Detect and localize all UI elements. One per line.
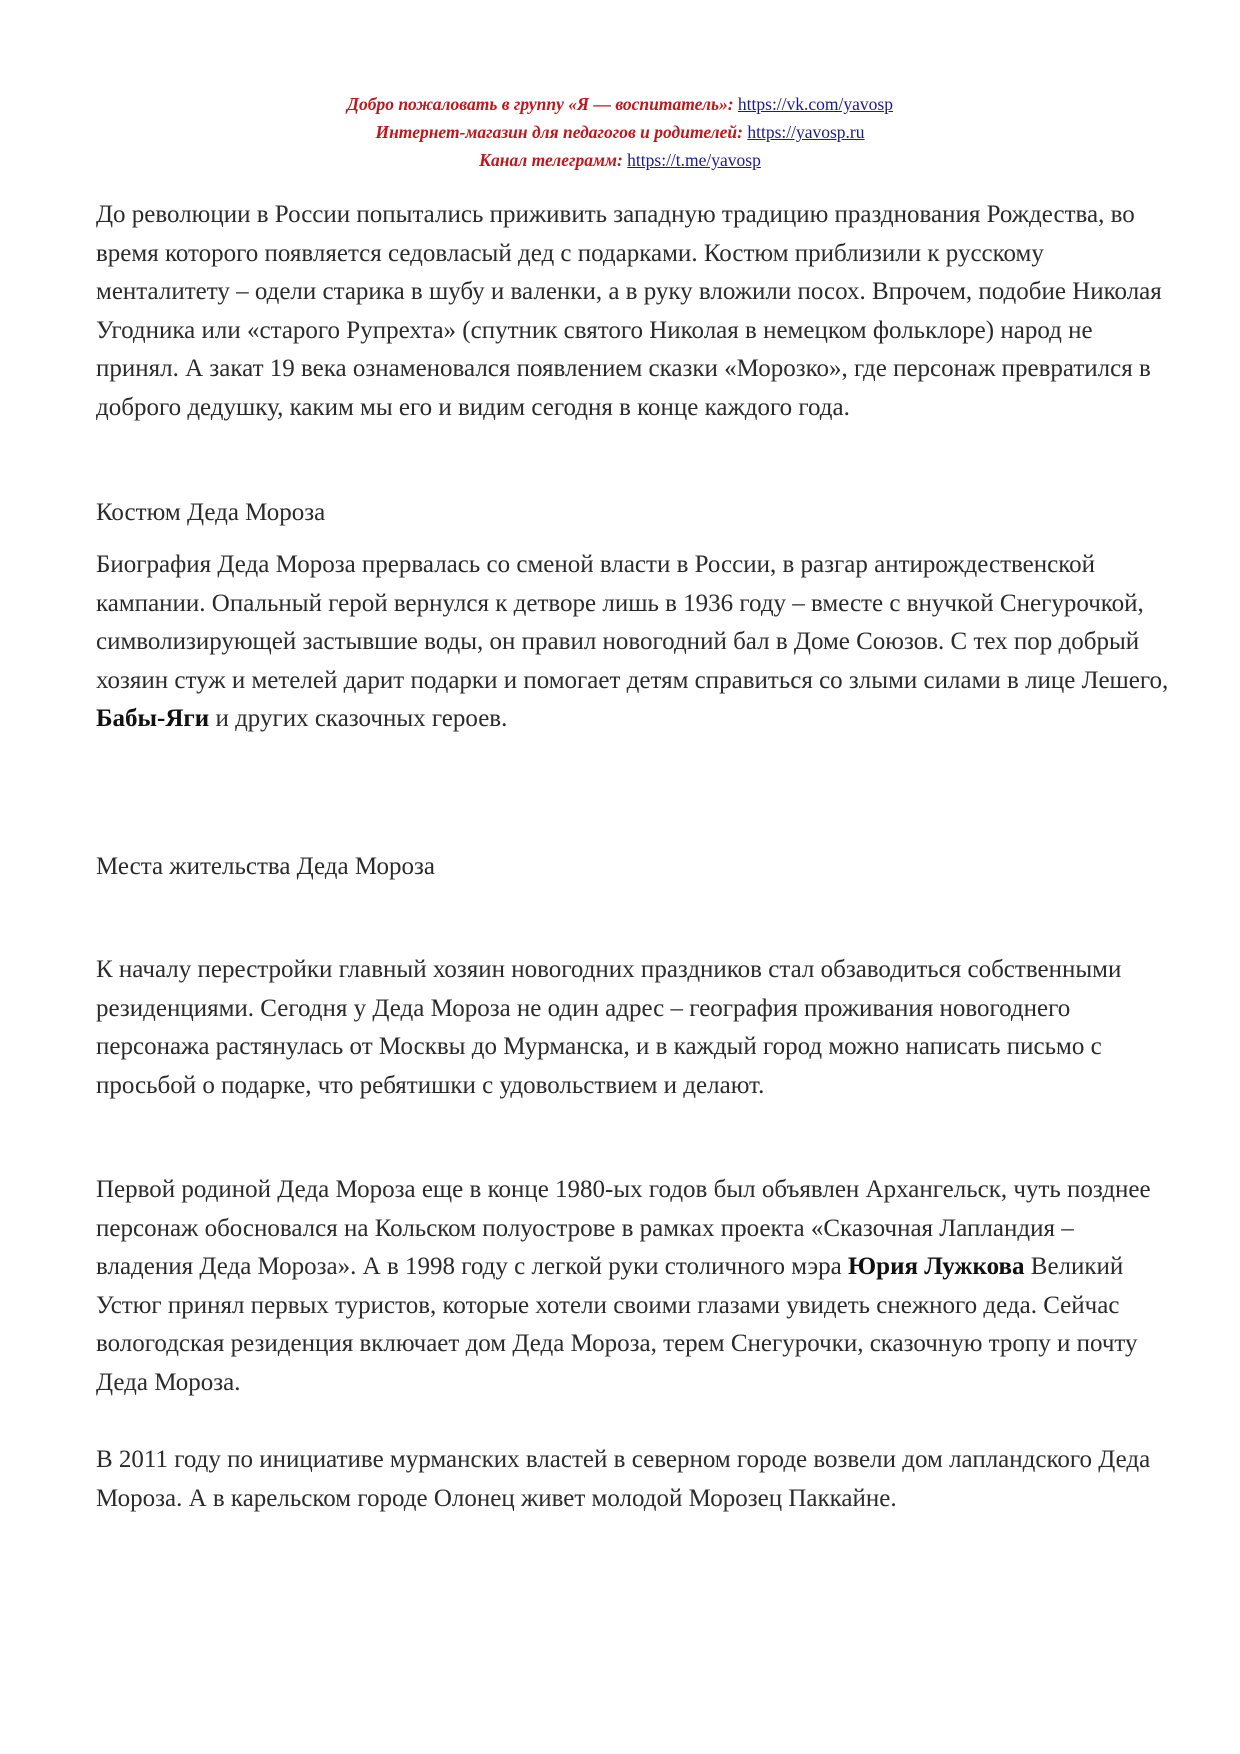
header-line-telegram	[0, 146, 1240, 174]
page-header	[0, 90, 1240, 174]
header-vk-label: Добро пожаловать в группу «Я — воспитатель»:	[347, 94, 734, 114]
header-shop-label: Интернет-магазин для педагогов и родителей:	[375, 122, 743, 142]
shop-link[interactable]: https://yavosp.ru	[747, 122, 865, 142]
section-heading-residences: Места жительства Деда Мороза	[96, 853, 435, 880]
paragraph-first-home	[96, 1171, 1176, 1402]
header-telegram-label: Канал телеграмм:	[479, 150, 623, 170]
bold-luzhkov: Юрия Лужкова	[848, 1253, 1025, 1280]
telegram-link[interactable]: https://t.me/yavosp	[627, 150, 761, 170]
paragraph-residences: К началу перестройки главный хозяин новогодних праздников стал обзаводиться собственными резиденциями. Сегодня у Деда Мороза не один адрес – география проживания новогоднего персонажа растянулась от Москвы до Мурманска, и в каждый город можно написать письмо с просьбой о подарке, что ребятишки с удовольствием и делают.	[96, 956, 1122, 1099]
header-line-vk	[0, 90, 1240, 118]
section-heading-costume: Костюм Деда Мороза	[96, 499, 326, 526]
paragraph-murmansk: В 2011 году по инициативе мурманских властей в северном городе возвели дом лапландского Деда Мороза. А в карельском городе Олонец живет молодой Морозец Паккайне.	[96, 1446, 1151, 1512]
paragraph-history: До революции в России попытались приживить западную традицию празднования Рождества, во время которого появляется седовласый дед с подарками. Костюм приблизили к русскому менталитету – одели старика в шубу и валенки, а в руку вложили посох. Впрочем, подобие Николая Угодника или «старого Рупрехта» (спутник святого Николая в немецком фольклоре) народ не принял. А закат 19 века ознаменовался появлением сказки «Морозко», где персонаж превратился в доброго дедушку, каким мы его и видим сегодня в конце каждого года.	[96, 201, 1162, 421]
paragraph-first-home-end: Великий Устюг принял первых туристов, которые хотели своими глазами увидеть снежного деда. Сейчас вологодская резиденция включает дом Деда Мороза, терем Снегурочки, сказочную тропу и почту Деда Мороза.	[96, 1253, 1138, 1396]
paragraph-first-home-text: Первой родиной Деда Мороза еще в конце 1980-ых годов был объявлен Архангельск, чуть позднее персонаж обосновался на Кольском полуострове в рамках проекта «Сказочная Лапландия – владения Деда Мороза». А в 1998 году с легкой руки столичного мэра	[96, 1176, 1151, 1280]
article-body	[96, 196, 1176, 1512]
header-line-shop	[0, 118, 1240, 146]
paragraph-biography-end: и других сказочных героев.	[215, 705, 508, 732]
paragraph-biography	[96, 546, 1176, 739]
vk-group-link[interactable]: https://vk.com/yavosp	[737, 94, 893, 114]
paragraph-biography-text: Биография Деда Мороза прервалась со сменой власти в России, в разгар антирождественской кампании. Опальный герой вернулся к детворе лишь в 1936 году – вместе с внучкой Снегурочкой, символизирующей застывшие воды, он правил новогодний бал в Доме Союзов. С тех пор добрый хозяин стуж и метелей дарит подарки и помогает детям справиться со злыми силами в лице Лешего,	[96, 551, 1169, 694]
bold-baba-yaga: Бабы-Яги	[96, 705, 210, 732]
